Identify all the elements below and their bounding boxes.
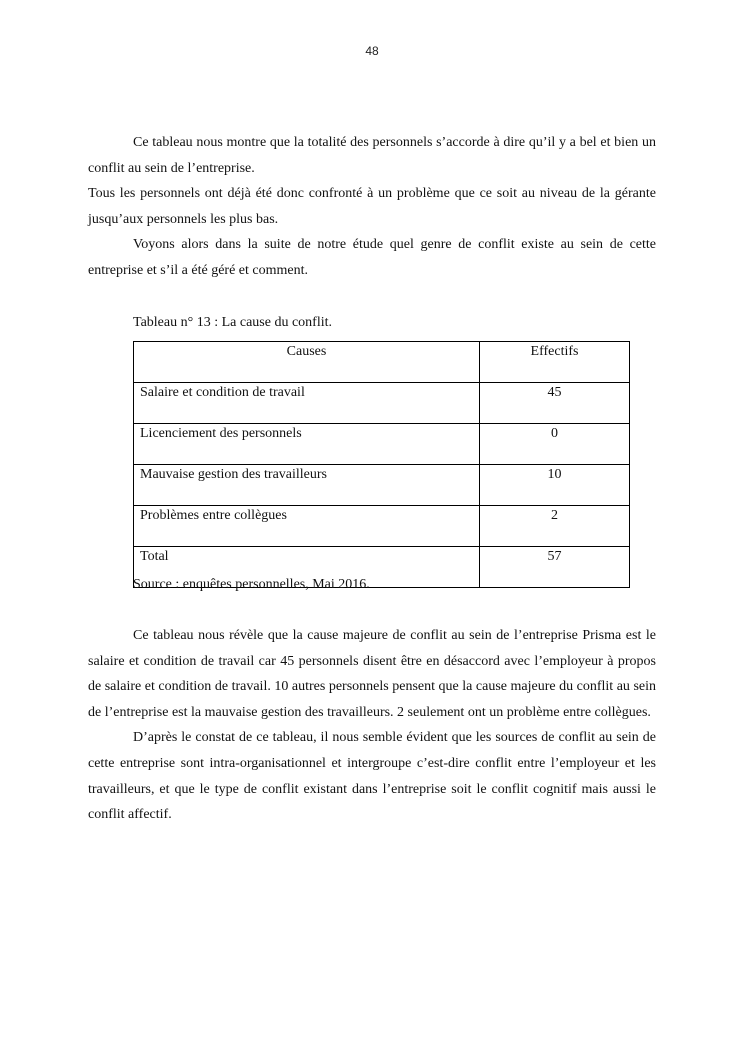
cause-cell: Problèmes entre collègues	[134, 506, 480, 547]
cause-cell: Salaire et condition de travail	[134, 383, 480, 424]
count-cell: 10	[480, 465, 630, 506]
table-row	[134, 424, 630, 465]
table-caption: Tableau n° 13 : La cause du conflit.	[133, 315, 332, 330]
column-header-effectifs: Effectifs	[480, 342, 630, 383]
table-source: Source : enquêtes personnelles, Mai 2016.	[133, 577, 370, 592]
count-cell: 45	[480, 383, 630, 424]
table-row	[134, 506, 630, 547]
intro-text	[88, 130, 656, 284]
paragraph: Tous les personnels ont déjà été donc confronté à un problème que ce soit au niveau de la gérante jusqu’aux personnels les plus bas.	[88, 186, 656, 227]
paragraph: D’après le constat de ce tableau, il nous semble évident que les sources de conflit au sein de cette entreprise sont intra-organisationnel et intergroupe c’est-dire conflit entre l’employeur et les travailleurs, et que le type de conflit existant dans l’entreprise soit le conflit cognitif mais aussi le conflit affectif.	[88, 730, 656, 823]
column-header-causes: Causes	[134, 342, 480, 383]
table-header-row	[134, 342, 630, 383]
paragraph: Ce tableau nous montre que la totalité des personnels s’accorde à dire qu’il y a bel et bien un conflit au sein de l’entreprise.	[88, 135, 656, 176]
cause-cell: Licenciement des personnels	[134, 424, 480, 465]
count-cell: 2	[480, 506, 630, 547]
table-row	[134, 465, 630, 506]
paragraph: Voyons alors dans la suite de notre étude quel genre de conflit existe au sein de cette entreprise et s’il a été géré et comment.	[88, 237, 656, 278]
table-row	[134, 383, 630, 424]
cause-cell: Mauvaise gestion des travailleurs	[134, 465, 480, 506]
paragraph: Ce tableau nous révèle que la cause majeure de conflit au sein de l’entreprise Prisma est le salaire et condition de travail car 45 personnels disent être en désaccord avec l’employeur à propos de salaire et condition de travail. 10 autres personnels pensent que la cause majeure du conflit au sein de l’entreprise est la mauvaise gestion des travailleurs. 2 seulement ont un problème entre collègues.	[88, 628, 656, 720]
total-count-cell: 57	[480, 547, 630, 588]
causes-table	[133, 341, 630, 588]
total-label-cell: Total	[134, 547, 480, 588]
count-cell: 0	[480, 424, 630, 465]
page-number: 48	[365, 44, 379, 58]
analysis-text	[88, 623, 656, 828]
